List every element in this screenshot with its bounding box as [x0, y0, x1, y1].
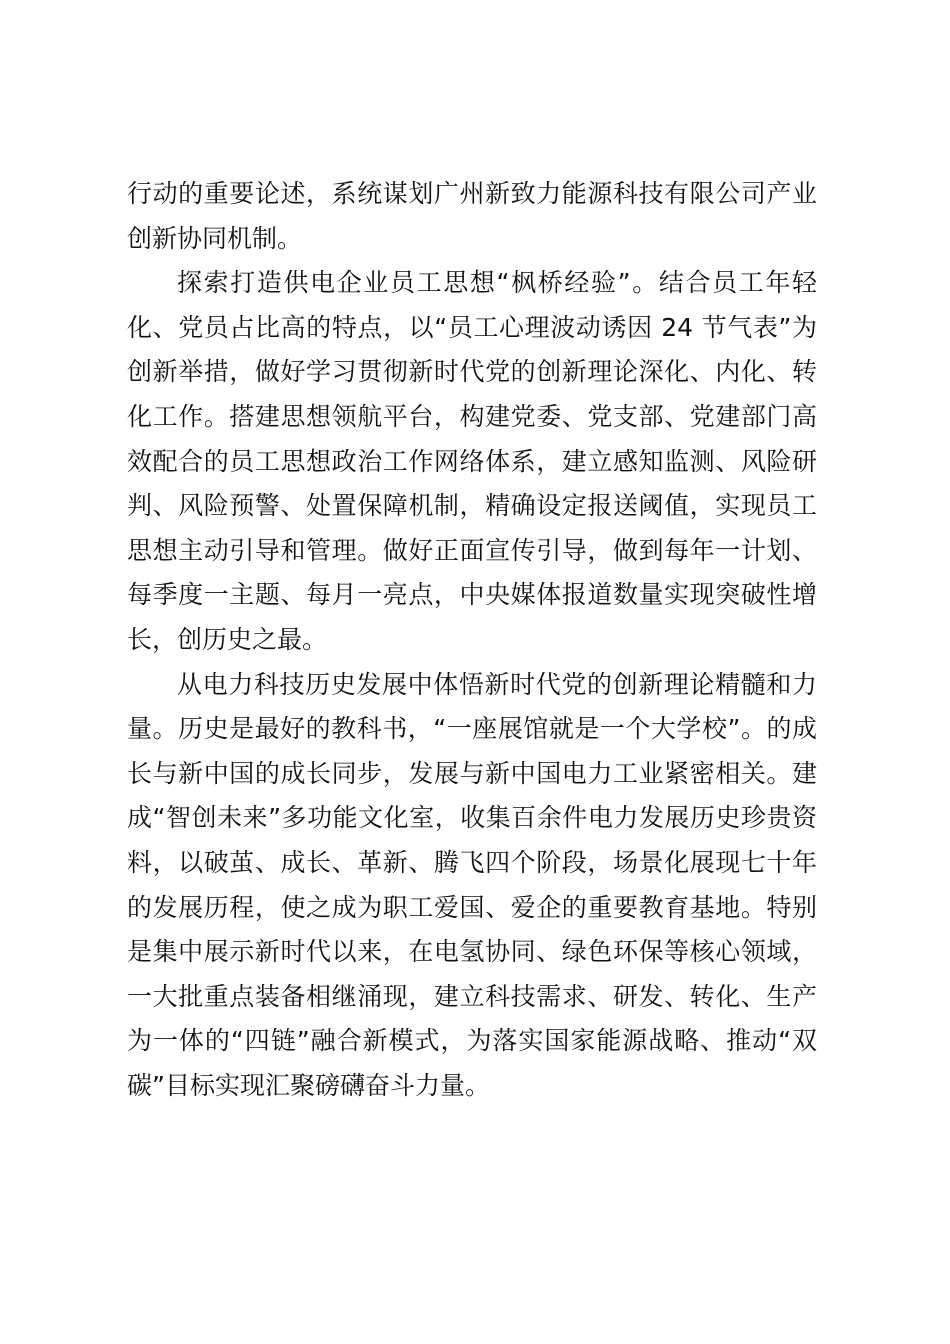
- paragraph-fengqiao-experience: 探索打造供电企业员工思想“枫桥经验”。结合员工年轻化、党员占比高的特点，以“员工心理波动诱因 24 节气表”为创新举措，做好学习贯彻新时代党的创新理论深化、内化、转化工作。搭建思想领航平台，构建党委、党支部、党建部门高效配合的员工思想政治工作网络体系，建立感知监测、风险研判、风险预警、处置保障机制，精确设定报送阈值，实现员工思想主动引导和管理。做好正面宣传引导，做到每年一计划、每季度一主题、每月一亮点，中央媒体报道数量实现突破性增长，创历史之最。: [127, 268, 817, 654]
- document-page: [127, 172, 817, 1108]
- paragraph-power-tech-history: 从电力科技历史发展中体悟新时代党的创新理论精髓和力量。历史是最好的教科书，“一座展馆就是一个大学校”。的成长与新中国的成长同步，发展与新中国电力工业紧密相关。建成“智创未来”多功能文化室，收集百余件电力发展历史珍贵资料，以破茧、成长、革新、腾飞四个阶段，场景化展现七十年的发展历程，使之成为职工爱国、爱企的重要教育基地。特别是集中展示新时代以来，在电氢协同、绿色环保等核心领域，一大批重点装备相继涌现，建立科技需求、研发、转化、生产为一体的“四链”融合新模式，为落实国家能源战略、推动“双碳”目标实现汇聚磅礴奋斗力量。: [127, 669, 817, 1100]
- paragraph-continuation: 行动的重要论述，系统谋划广州新致力能源科技有限公司产业创新协同机制。: [127, 179, 817, 253]
